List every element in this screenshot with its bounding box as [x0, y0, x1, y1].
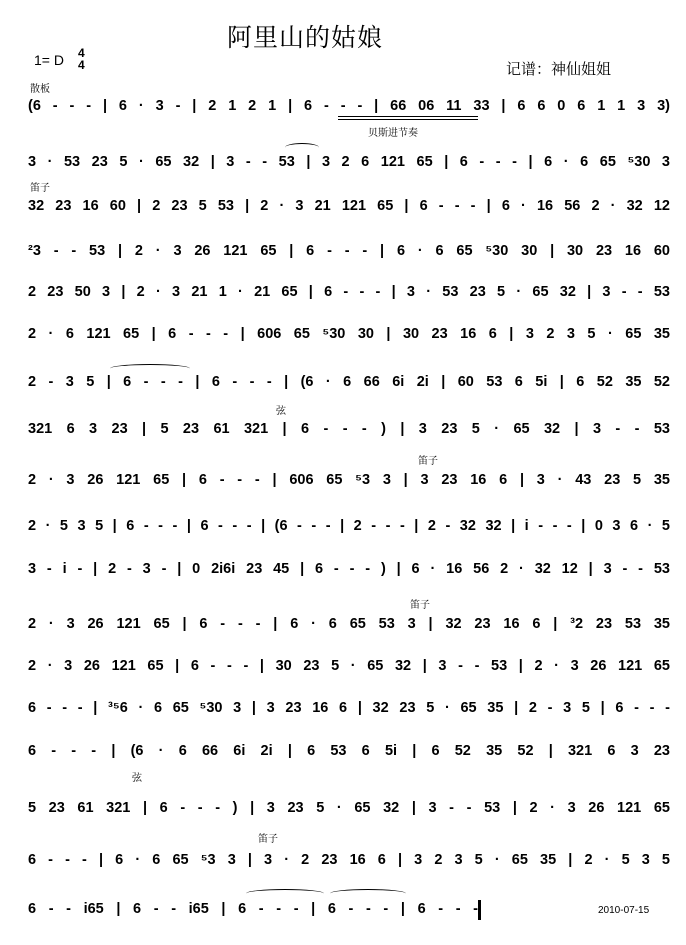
score-line-2: 3 · 53 23 5 · 65 32 | 3 - - 53 | 3 2 6 121 65 | 6 - - - | 6 · 6 65 ⁵30 3 — [28, 154, 670, 170]
annotation-flute: 笛子 — [258, 834, 278, 845]
score-line-1: (6 - - - | 6 · 3 - | 2 1 2 1 | 6 - - - | 66 06 11 33 | 6 6 0 6 1 1 3 3) — [28, 98, 670, 114]
score-line-3: 32 23 16 60 | 2 23 5 53 | 2 · 3 21 121 65 | 6 - - - | 6 · 16 56 2 · 32 12 — [28, 198, 670, 214]
tie-arc — [246, 889, 324, 898]
score-line-13: 2 · 3 26 121 65 | 6 - - - | 30 23 5 · 65 32 | 3 - - 53 | 2 · 3 26 121 65 — [28, 658, 670, 674]
time-signature-top: 4 — [78, 46, 85, 60]
score-line-10: 2 · 5 3 5 | 6 - - - | 6 - - - | (6 - - - | 2 - - - | 2 - 32 32 | i - - - | 0 3 6 · 5 — [28, 518, 670, 534]
tie-arc — [110, 364, 190, 373]
score-line-17: 6 - - - | 6 · 6 65 ⁵3 3 | 3 · 2 23 16 6 | 3 2 3 5 · 65 35 | 2 · 5 3 5 — [28, 852, 670, 868]
score-line-12: 2 · 3 26 121 65 | 6 - - - | 6 · 6 65 53 3 | 32 23 16 6 | ³2 23 53 35 — [28, 616, 670, 632]
score-line-16: 5 23 61 321 | 6 - - - ) | 3 23 5 · 65 32 | 3 - - 53 | 2 · 3 26 121 65 — [28, 800, 670, 816]
annotation-strings: 弦 — [132, 773, 142, 784]
beam-underline — [338, 119, 478, 120]
tie-arc — [330, 889, 406, 898]
beam-underline — [338, 116, 478, 117]
key-signature: 1= D — [34, 52, 64, 68]
annotation-strings: 弦 — [276, 406, 286, 417]
annotation-bass-entry: 贝斯进节奏 — [368, 128, 418, 139]
annotation-flute: 笛子 — [418, 456, 438, 467]
score-line-6: 2 · 6 121 65 | 6 - - - | 606 65 ⁵30 30 | 30 23 16 6 | 3 2 3 5 · 65 35 — [28, 326, 670, 342]
page-title: 阿里山的姑娘 — [226, 23, 383, 52]
annotation-flute: 笛子 — [410, 600, 430, 611]
score-line-9: 2 · 3 26 121 65 | 6 - - - | 606 65 ⁵3 3 | 3 23 16 6 | 3 · 43 23 5 35 — [28, 472, 670, 488]
time-signature — [78, 47, 85, 71]
score-line-15: 6 - - - | (6 · 6 66 6i 2i | 6 53 6 5i | 6 52 35 52 | 321 6 3 23 — [28, 743, 670, 759]
score-line-4: ²3 - - 53 | 2 · 3 26 121 65 | 6 - - - | 6 · 6 65 ⁵30 30 | 30 23 16 60 — [28, 243, 670, 259]
time-signature-bottom: 4 — [78, 58, 85, 72]
score-line-7: 2 - 3 5 | 6 - - - | 6 - - - | (6 · 6 66 6i 2i | 60 53 6 5i | 6 52 35 52 — [28, 374, 670, 390]
score-line-11: 3 - i - | 2 - 3 - | 0 2i6i 23 45 | 6 - - - ) | 6 · 16 56 2 · 32 12 | 3 - - 53 — [28, 561, 670, 577]
score-line-5: 2 23 50 3 | 2 · 3 21 1 · 21 65 | 6 - - - | 3 · 53 23 5 · 65 32 | 3 - - 53 — [28, 284, 670, 300]
score-line-8: 321 6 3 23 | 5 23 61 321 | 6 - - - ) | 3 23 5 · 65 32 | 3 - - 53 — [28, 421, 670, 437]
tie-arc — [285, 143, 319, 152]
tempo-marking: 散板 — [30, 84, 50, 95]
score-line-18: 6 - - i65 | 6 - - i65 | 6 - - - | 6 - - - | 6 - - - — [28, 901, 478, 917]
final-barline — [478, 900, 481, 920]
transcriber-credit: 记谱：神仙姐姐 — [506, 60, 612, 78]
annotation-flute: 笛子 — [30, 183, 50, 194]
date-stamp: 2010-07-15 — [598, 905, 650, 916]
score-line-14: 6 - - - | ³⁵6 · 6 65 ⁵30 3 | 3 23 16 6 | 32 23 5 · 65 35 | 2 - 3 5 | 6 - - - — [28, 700, 670, 716]
